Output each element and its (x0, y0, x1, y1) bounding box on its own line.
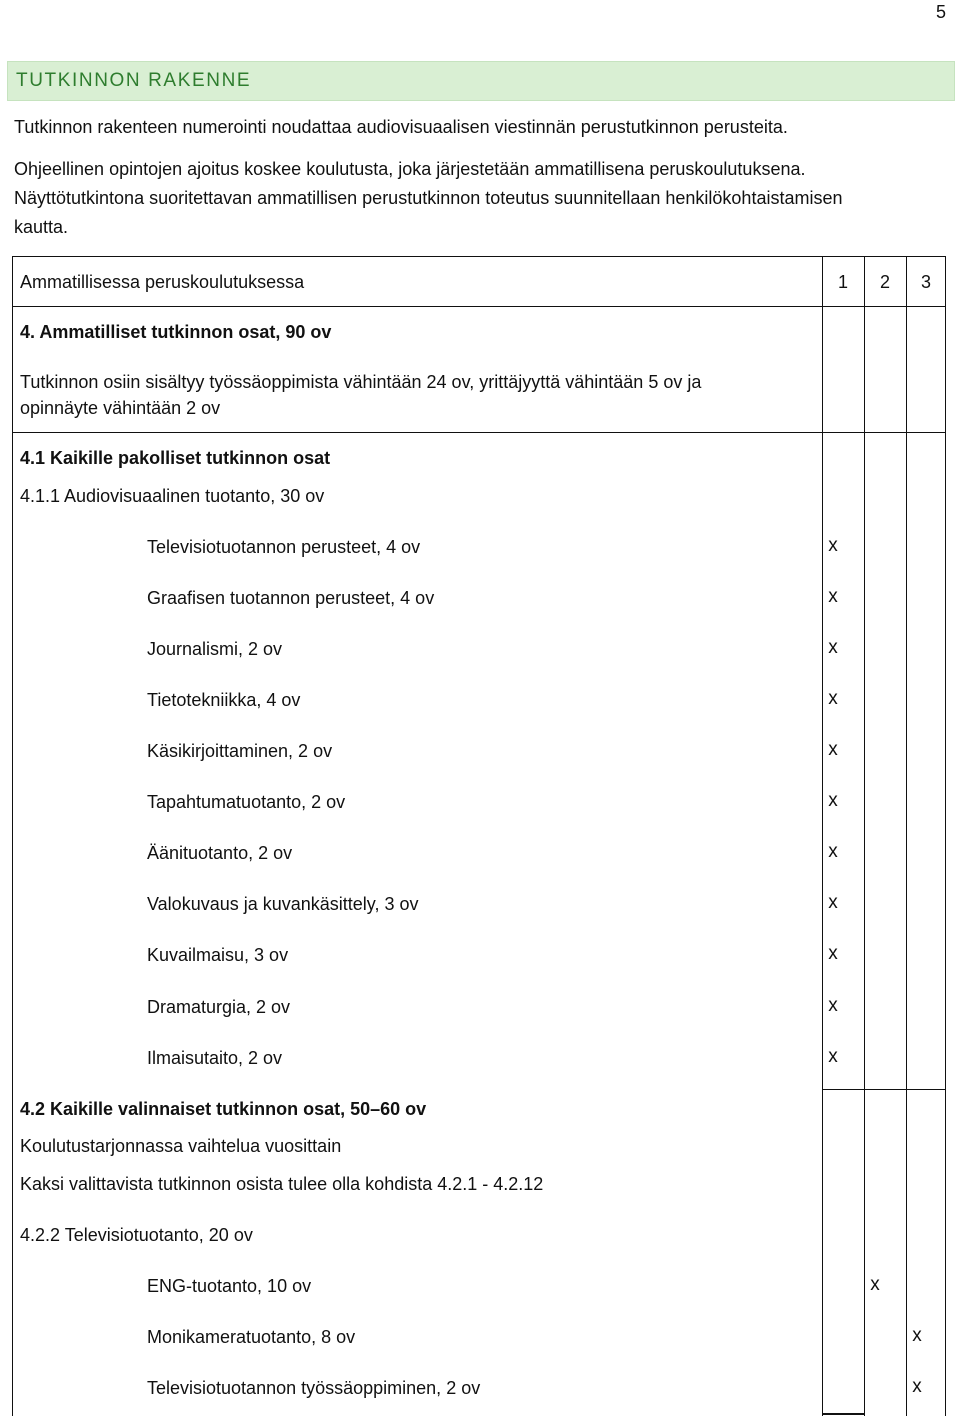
mark-col-1: x (828, 943, 838, 964)
section-heading: TUTKINNON RAKENNE (16, 70, 252, 91)
mark-col-1: x (828, 688, 838, 709)
list-item: Journalismi, 2 ov (147, 639, 283, 659)
list-item: ENG-tuotanto, 10 ov (147, 1276, 312, 1296)
mark-col-1: x (828, 586, 838, 607)
mark-col-1: x (828, 892, 838, 913)
mark-col-3: x (912, 1376, 922, 1397)
section-4-note-line-1: Tutkinnon osiin sisältyy työssäoppimista vähintään 24 ov, yrittäjyyttä vähintään 5 ov ja (20, 372, 702, 392)
intro-paragraph-3: Näyttötutkintona suoritettavan ammatillisen perustutkinnon toteutus suunnitellaan henkilökohtaistamisen (14, 188, 843, 208)
table-header-col-1: 1 (837, 272, 848, 292)
section-4-2-note-1: Koulutustarjonnassa vaihtelua vuosittain (20, 1136, 342, 1156)
list-item: Monikameratuotanto, 8 ov (147, 1327, 356, 1347)
list-item: Kuvailmaisu, 3 ov (147, 945, 289, 965)
list-item: Televisiotuotannon perusteet, 4 ov (147, 537, 421, 557)
mark-col-1: x (828, 995, 838, 1016)
section-4-title: 4. Ammatilliset tutkinnon osat, 90 ov (20, 322, 332, 342)
table-header-col-3: 3 (920, 272, 931, 292)
section-4-2-note-2: Kaksi valittavista tutkinnon osista tulee olla kohdista 4.2.1 - 4.2.12 (20, 1174, 544, 1194)
table-header-col-2: 2 (879, 272, 890, 292)
mark-col-1: x (828, 790, 838, 811)
list-item: Äänituotanto, 2 ov (147, 843, 293, 863)
list-item: Graafisen tuotannon perusteet, 4 ov (147, 588, 435, 608)
intro-paragraph-1: Tutkinnon rakenteen numerointi noudattaa audiovisuaalisen viestinnän perustutkinnon perusteita. (14, 117, 788, 137)
intro-paragraph-2: Ohjeellinen opintojen ajoitus koskee koulutusta, joka järjestetään ammatillisena peruskoulutuksena. (14, 159, 806, 179)
list-item: Valokuvaus ja kuvankäsittely, 3 ov (147, 894, 419, 914)
section-4-note-line-2: opinnäyte vähintään 2 ov (20, 398, 221, 418)
table-header-label: Ammatillisessa peruskoulutuksessa (20, 272, 305, 292)
list-item: Tapahtumatuotanto, 2 ov (147, 792, 346, 812)
mark-col-1: x (828, 535, 838, 556)
section-4-2-2-title: 4.2.2 Televisiotuotanto, 20 ov (20, 1225, 253, 1245)
list-item: Tietotekniikka, 4 ov (147, 690, 301, 710)
list-item: Ilmaisutaito, 2 ov (147, 1048, 283, 1068)
mark-col-1: x (828, 841, 838, 862)
list-item: Dramaturgia, 2 ov (147, 997, 291, 1017)
page-number: 5 (935, 2, 946, 22)
section-4-2-title: 4.2 Kaikille valinnaiset tutkinnon osat, 50–60 ov (20, 1099, 427, 1119)
mark-col-1: x (828, 1046, 838, 1067)
mark-col-1: x (828, 637, 838, 658)
list-item: Televisiotuotannon työssäoppiminen, 2 ov (147, 1378, 481, 1398)
mark-col-2: x (870, 1274, 880, 1295)
mark-col-3: x (912, 1325, 922, 1346)
section-4-1-1-title: 4.1.1 Audiovisuaalinen tuotanto, 30 ov (20, 486, 325, 506)
list-item: Käsikirjoittaminen, 2 ov (147, 741, 333, 761)
mark-col-1: x (828, 739, 838, 760)
intro-paragraph-3-cont: kautta. (14, 217, 69, 237)
section-4-1-title: 4.1 Kaikille pakolliset tutkinnon osat (20, 448, 331, 468)
section-heading-bar (7, 61, 955, 101)
